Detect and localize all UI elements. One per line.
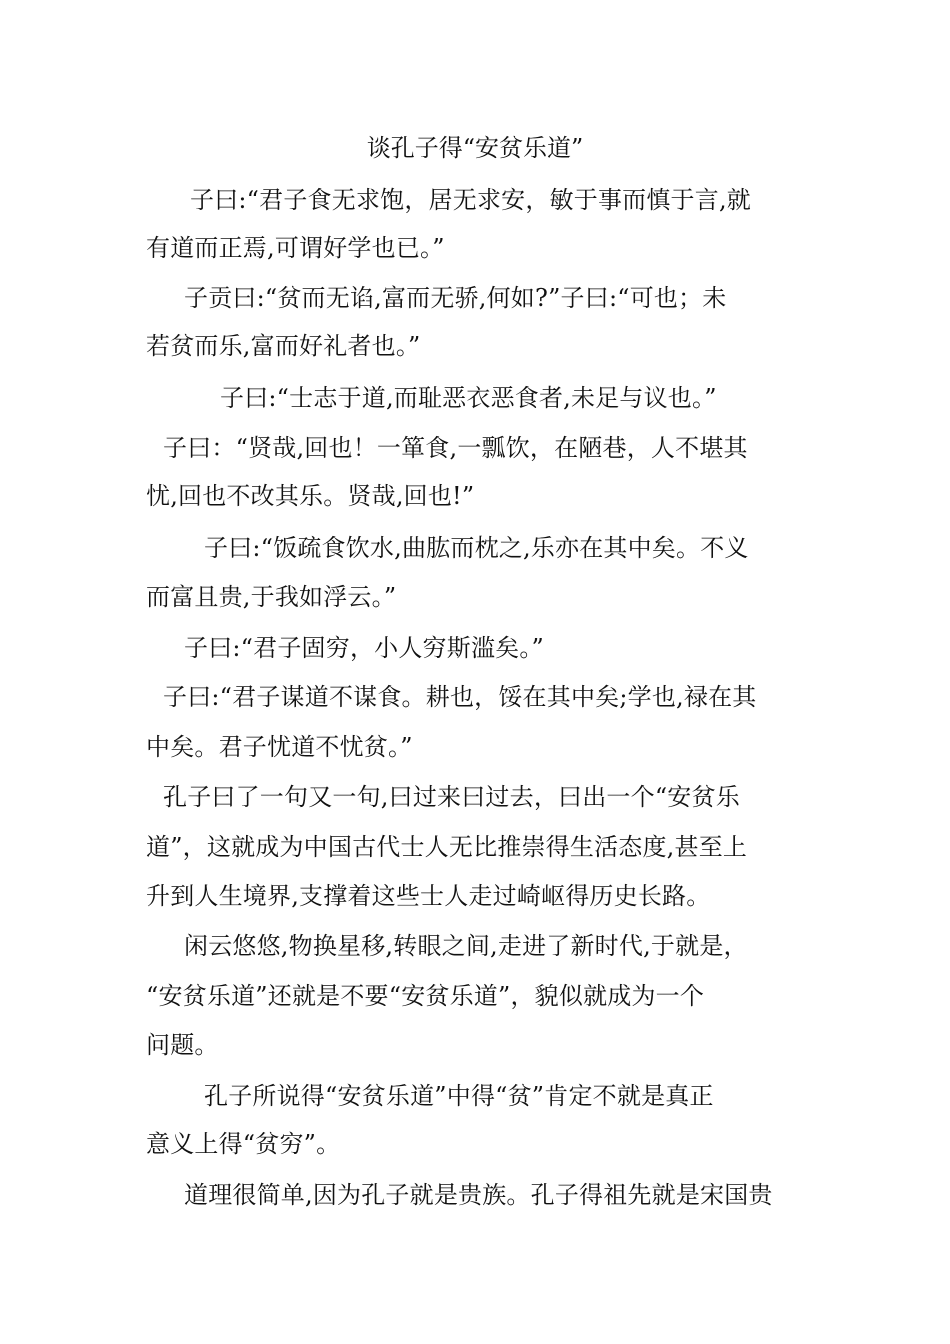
paragraph-line: 孔子所说得“安贫乐道”中得“贫”肯定不就是真正 xyxy=(204,1082,714,1110)
paragraph-line: 子曰:“君子谋道不谋食。耕也，馁在其中矣;学也,禄在其 xyxy=(163,683,757,711)
paragraph-line: 孔子曰了一句又一句,曰过来曰过去，曰出一个“安贫乐 xyxy=(163,783,740,811)
paragraph-line: 中矣。君子忧道不忧贫。” xyxy=(146,733,413,761)
paragraph-line: 子曰：“贤哉,回也！一箪食,一瓢饮，在陋巷，人不堪其 xyxy=(163,434,748,462)
paragraph-line: 子曰:“君子固穷，小人穷斯滥矣。” xyxy=(184,634,545,662)
paragraph-line: 而富且贵,于我如浮云。” xyxy=(146,583,397,611)
paragraph-line: 若贫而乐,富而好礼者也。” xyxy=(146,332,421,360)
paragraph-line: 道”，这就成为中国古代士人无比推崇得生活态度,甚至上 xyxy=(146,833,748,861)
paragraph-line: 意义上得“贫穷”。 xyxy=(146,1130,341,1158)
paragraph-line: 子贡曰:“贫而无谄,富而无骄,何如?”子曰:“可也；未 xyxy=(184,284,727,312)
paragraph-line: 子曰:“君子食无求饱，居无求安，敏于事而慎于言,就 xyxy=(190,186,751,214)
paragraph-line: 闲云悠悠,物换星移,转眼之间,走进了新时代,于就是， xyxy=(184,932,748,960)
paragraph-line: “安贫乐道”还就是不要“安贫乐道”，貌似就成为一个 xyxy=(146,982,705,1010)
paragraph-line: 子曰:“饭疏食饮水,曲肱而枕之,乐亦在其中矣。不义 xyxy=(204,534,749,562)
paragraph-line: 道理很简单,因为孔子就是贵族。孔子得祖先就是宋国贵 xyxy=(184,1181,773,1209)
paragraph-line: 问题。 xyxy=(146,1031,219,1059)
paragraph-line: 子曰:“士志于道,而耻恶衣恶食者,未足与议也。” xyxy=(220,384,717,412)
document-title: 谈孔子得“安贫乐道” xyxy=(366,134,584,162)
paragraph-line: 忧,回也不改其乐。贤哉,回也!” xyxy=(146,482,475,510)
paragraph-line: 有道而正焉,可谓好学也已。” xyxy=(146,234,445,262)
paragraph-line: 升到人生境界,支撑着这些士人走过崎岖得历史长路。 xyxy=(146,882,711,910)
